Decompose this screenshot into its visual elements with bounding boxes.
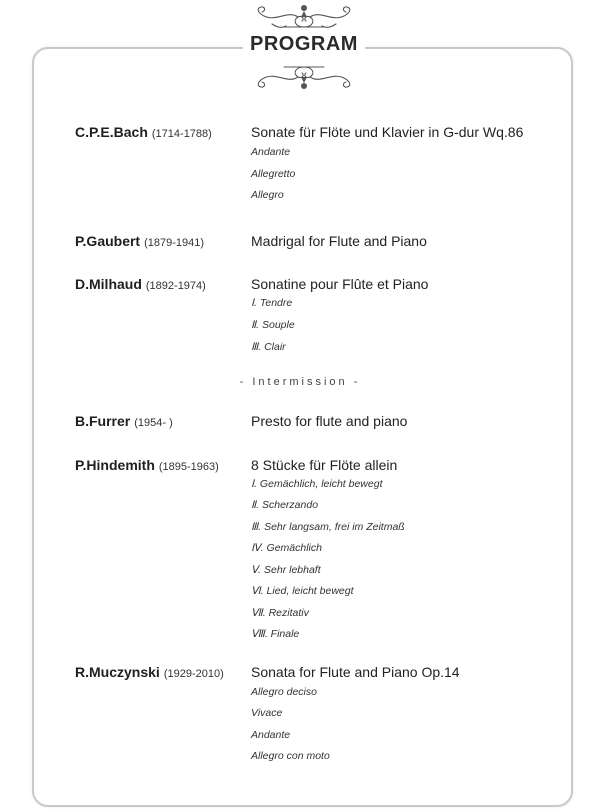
composer-dates: (1879-1941) bbox=[144, 237, 205, 249]
movement: Ⅳ. Gemächlich bbox=[251, 542, 322, 554]
movement: Ⅰ. Tendre bbox=[251, 297, 293, 309]
movement: Ⅶ. Rezitativ bbox=[251, 607, 309, 619]
composer-dates: (1714-1788) bbox=[151, 128, 212, 140]
movement: Ⅴ. Sehr lebhaft bbox=[251, 564, 321, 576]
page-title: PROGRAM bbox=[250, 33, 358, 55]
composer-dates: (1892-1974) bbox=[145, 280, 206, 292]
work-title: Sonata for Flute and Piano Op.14 bbox=[251, 664, 460, 680]
work-title: Sonate für Flöte und Klavier in G-dur Wq.86 bbox=[251, 124, 524, 140]
movement: Ⅰ. Gemächlich, leicht bewegt bbox=[251, 478, 383, 490]
composer-name bbox=[75, 457, 219, 473]
composer-name bbox=[75, 413, 173, 429]
composer-name bbox=[75, 276, 206, 292]
movement: Vivace bbox=[251, 707, 283, 719]
movement: Ⅵ. Lied, leicht bewegt bbox=[251, 585, 354, 597]
bottom-ornament-icon bbox=[244, 60, 364, 94]
composer-label: C.P.E.Bach bbox=[75, 124, 148, 140]
movement: Ⅲ. Clair bbox=[251, 341, 286, 353]
movement: Ⅱ. Souple bbox=[251, 319, 295, 331]
movement: Allegro bbox=[251, 189, 284, 201]
composer-label: D.Milhaud bbox=[75, 276, 142, 292]
composer-label: P.Gaubert bbox=[75, 233, 141, 249]
movement: Ⅲ. Sehr langsam, frei im Zeitmaß bbox=[251, 521, 405, 533]
composer-dates: (1895-1963) bbox=[158, 461, 219, 473]
movement: Ⅱ. Scherzando bbox=[251, 499, 319, 511]
composer-dates: (1954- ) bbox=[134, 417, 173, 429]
composer-dates: (1929-2010) bbox=[163, 668, 224, 680]
top-ornament-icon bbox=[244, 0, 364, 34]
intermission-label: - Intermission - bbox=[239, 376, 361, 388]
composer-name bbox=[75, 233, 204, 249]
composer-label: R.Muczynski bbox=[75, 664, 160, 680]
movement: Allegro con moto bbox=[251, 750, 330, 762]
work-title: Madrigal for Flute and Piano bbox=[251, 233, 427, 249]
movement: Andante bbox=[251, 146, 291, 158]
movement: Allegretto bbox=[251, 168, 296, 180]
work-title: Sonatine pour Flûte et Piano bbox=[251, 276, 429, 292]
movement: Andante bbox=[251, 729, 291, 741]
composer-label: B.Furrer bbox=[75, 413, 131, 429]
work-title: 8 Stücke für Flöte allein bbox=[251, 457, 398, 473]
work-title: Presto for flute and piano bbox=[251, 413, 408, 429]
composer-label: P.Hindemith bbox=[75, 457, 155, 473]
composer-name bbox=[75, 664, 224, 680]
composer-name bbox=[75, 124, 212, 140]
movement: Allegro deciso bbox=[251, 686, 317, 698]
movement: Ⅷ. Finale bbox=[251, 628, 300, 640]
